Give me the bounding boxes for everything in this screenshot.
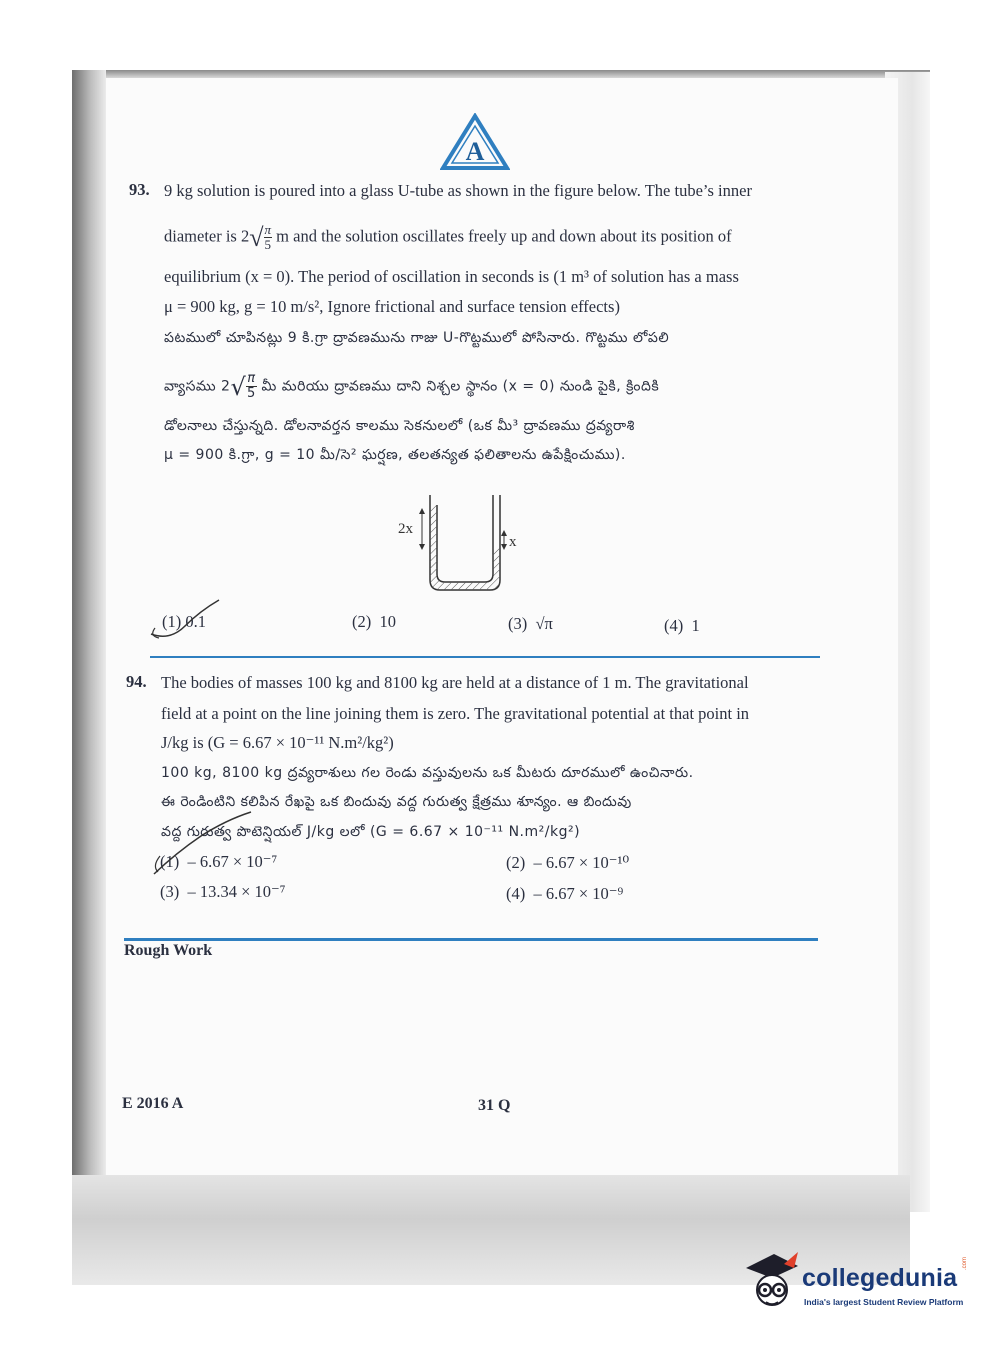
q94-line2: field at a point on the line joining them is zero. The gravitational potential at that point in [161, 704, 750, 723]
q93-telugu-line2 [164, 372, 659, 401]
q93-telugu-line3: డోలనాలు చేస్తున్నది. డోలనావర్తన కాలము సెకనులలో (ఒక మీ³ ద్రావణము ద్రవ్యరాశి [164, 418, 635, 434]
option-number: (1) [160, 852, 180, 871]
option-number: (4) [664, 616, 684, 635]
mascot-icon [744, 1250, 800, 1310]
q93-telugu-fraction [246, 372, 256, 401]
rough-work-rule [124, 938, 818, 941]
q93-line2-post: m and the solution oscillates freely up and down about its position of [276, 226, 732, 246]
footer-page-number: 31 Q [478, 1097, 511, 1114]
option-number: (2) [506, 853, 526, 872]
q93-line1: 9 kg solution is poured into a glass U-tube as shown in the figure below. The tube’s inner [164, 181, 752, 200]
option-text: – 6.67 × 10⁻⁷ [187, 852, 278, 871]
option-text: – 6.67 × 10⁻¹⁰ [533, 853, 630, 872]
q93-te-frac-num: π [247, 371, 256, 386]
option-text: – 13.34 × 10⁻⁷ [187, 882, 286, 901]
q94-telugu-line3: వద్ద గురుత్వ పొటెన్షియల్ J/kg లలో (G = 6.67 × 10⁻¹¹ N.m²/kg²) [161, 824, 581, 840]
fig-label-x: x [509, 534, 517, 550]
option-number: (2) [352, 612, 372, 631]
sqrt-icon: √ [249, 222, 264, 252]
q93-telugu-line1: పటములో చూపినట్లు 9 కి.గ్రా ద్రావణమును గాజు U-గొట్టములో పోసినారు. గొట్టము లోపలి [164, 330, 670, 346]
q93-number: 93. [129, 180, 150, 199]
q94-option-3 [160, 882, 286, 902]
option-text: √π [535, 614, 553, 633]
option-text: 10 [379, 612, 396, 631]
fig-label-2x: 2x [398, 521, 413, 537]
answer-tick-mark [146, 808, 256, 878]
option-number: (1) [162, 612, 182, 631]
option-text: 0.1 [185, 612, 206, 631]
q93-frac-den: 5 [264, 237, 272, 252]
option-number: (4) [506, 884, 526, 903]
q94-telugu-line1: 100 kg, 8100 kg ద్రవ్యరాశులు గల రెండు వస్తువులను ఒక మీటరు దూరములో ఉంచినారు. [161, 765, 694, 781]
brand-name: collegedunia [802, 1264, 958, 1292]
question-divider [150, 656, 820, 658]
q93-line4: μ = 900 kg, g = 10 m/s², Ignore frictional and surface tension effects) [164, 297, 620, 316]
footer-code: E 2016 A [122, 1095, 184, 1112]
q93-frac-num: π [264, 222, 272, 237]
q94-option-4 [506, 884, 623, 904]
q93-option-2 [352, 612, 396, 632]
brand-tagline: India's largest Student Review Platform [804, 1297, 964, 1307]
q94-option-2 [506, 853, 629, 873]
q94-telugu-line2: ఈ రెండింటిని కలిపిన రేఖపై ఒక బిందువు వద్ద గురుత్వ క్షేత్రము శూన్యం. ఆ బిందువు [161, 794, 632, 810]
q93-line3: equilibrium (x = 0). The period of oscillation in seconds is (1 m³ of solution has a mass [164, 267, 739, 286]
q93-line2 [164, 223, 732, 252]
option-text: 1 [691, 616, 700, 635]
u-tube-figure [395, 490, 525, 598]
q94-number: 94. [126, 672, 147, 691]
collegedunia-logo [744, 1246, 974, 1316]
series-triangle-icon [440, 113, 510, 171]
q93-te-frac-den: 5 [247, 386, 256, 401]
q94-line1: The bodies of masses 100 kg and 8100 kg are held at a distance of 1 m. The gravitational [161, 673, 749, 692]
option-text: – 6.67 × 10⁻⁹ [533, 884, 624, 903]
option-number: (3) [160, 882, 180, 901]
option-number: (3) [508, 614, 528, 633]
q93-fraction [264, 223, 273, 252]
q93-option-4 [664, 616, 700, 636]
rough-work-label: Rough Work [124, 942, 213, 959]
scan-shadow-top [72, 70, 930, 78]
q93-telugu-line2-pre: వ్యాసము 2 [164, 378, 231, 395]
q93-option-3 [508, 614, 553, 634]
q93-line2-pre: diameter is 2 [164, 226, 250, 246]
series-letter: A [465, 137, 485, 166]
scan-shadow-left [72, 70, 106, 1285]
brand-com: .com [962, 1256, 968, 1270]
sqrt-icon: √ [230, 372, 247, 401]
q93-telugu-line2-post: మీ మరియు ద్రావణము దాని నిశ్చల స్థానం (x = 0) నుండి పైకి, క్రిందికి [261, 378, 660, 395]
q93-telugu-line4: μ = 900 కి.గ్రా, g = 10 మీ/సె² ఘర్షణ, తలతన్యత ఫలితాలను ఉపేక్షించుము). [164, 447, 626, 463]
q94-line3: J/kg is (G = 6.67 × 10⁻¹¹ N.m²/kg²) [161, 733, 394, 752]
answer-tick-mark [145, 596, 225, 642]
